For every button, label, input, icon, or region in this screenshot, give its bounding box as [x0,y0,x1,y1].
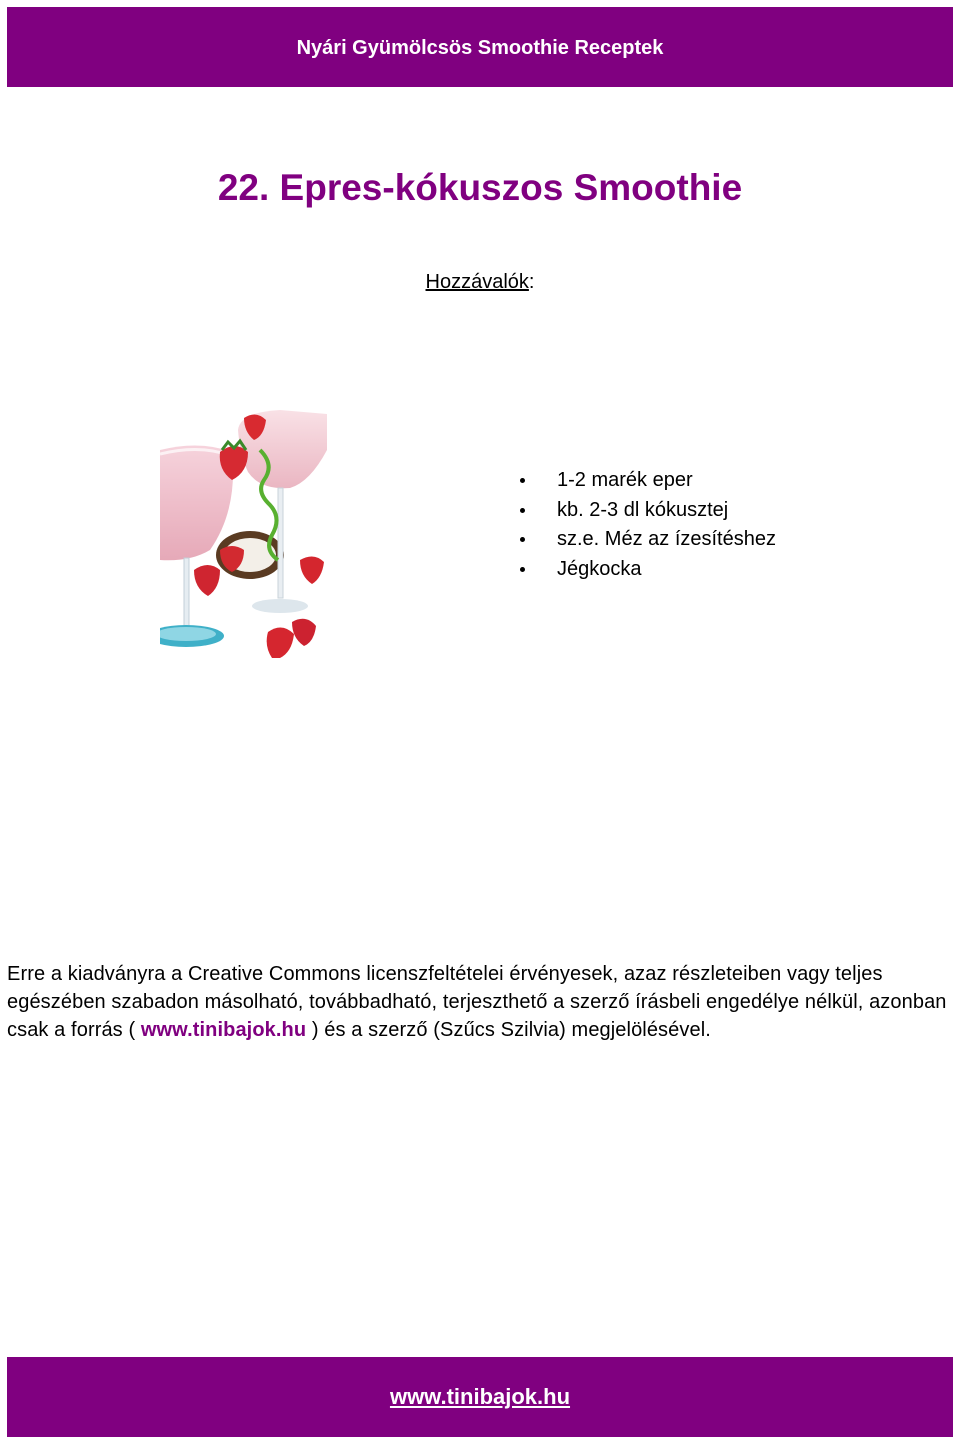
ingredients-heading-colon: : [528,271,535,293]
smoothie-photo [160,410,327,658]
header-banner [7,7,953,87]
ingredient-item: sz.e. Méz az ízesítéshez [520,525,776,555]
ingredients-heading-label: Hozzávalók [425,271,529,293]
ingredient-item: kb. 2-3 dl kókusztej [520,496,776,526]
header-title: Nyári Gyümölcsös Smoothie Receptek [296,37,664,59]
license-text-after: ) és a szerző (Szűcs Szilvia) megjelölésével. [306,1019,711,1041]
ingredients-heading [0,271,960,294]
license-text-before: Erre a kiadványra a Creative Commons licenszfeltételei érvényesek, azaz részleteiben vagy teljes egészében szabadon másolható, továbbadható, terjeszthető a szerző írásbeli engedélye nélkül, azonban csak a forrás ( [7,963,947,1041]
smoothie-photo-illustration [160,410,327,658]
license-source-link[interactable]: www.tinibajok.hu [140,1019,307,1041]
footer-banner [7,1357,953,1437]
ingredient-item: Jégkocka [520,555,776,585]
ingredient-item: 1-2 marék eper [520,466,776,496]
footer-link[interactable]: www.tinibajok.hu [389,1384,571,1409]
ingredient-list [520,466,776,584]
license-notice [7,960,957,1044]
recipe-title: 22. Epres-kókuszos Smoothie [217,167,743,208]
